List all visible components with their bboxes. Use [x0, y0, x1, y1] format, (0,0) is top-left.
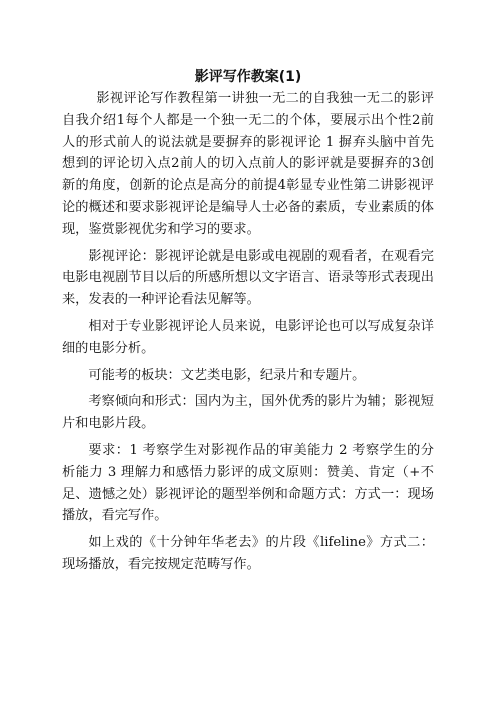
- document-body: [62, 88, 434, 581]
- paragraph-1: 影视评论写作教程第一讲独一无二的自我独一无二的影评自我介绍1每个人都是一个独一无二的个体，要展示出个性2前人的形式前人的说法就是要摒弃的影视评论 1 摒弃头脑中首先想到的评论切入点2前人的切入点前人的影评就是要摒弃的3创新的角度，创新的论点是高分的前提4彰显专业性第二讲影视评论的概述和要求影视评论是编导人士必备的素质，专业素质的体现，鉴赏影视优劣和学习的要求。: [62, 91, 434, 237]
- paragraph-3: 相对于专业影视评论人员来说，电影评论也可以写成复杂详细的电影分析。: [62, 318, 434, 356]
- paragraph-6: 要求：1 考察学生对影视作品的审美能力 2 考察学生的分析能力 3 理解力和感悟力影评的成文原则：赞美、肯定（+不足、遗憾之处）影视评论的题型举例和命题方式：方式一：现场播放，看完写作。: [62, 442, 434, 524]
- paragraph-2: 影视评论：影视评论就是电影或电视剧的观看者，在观看完电影电视剧节目以后的所感所想以文字语言、语录等形式表现出来，发表的一种评论看法见解等。: [62, 248, 434, 308]
- paragraph-7: 如上戏的《十分钟年华老去》的片段《lifeline》方式二：现场播放，看完按规定范畴写作。: [62, 535, 434, 572]
- paragraph-4: 可能考的板块：文艺类电影，纪录片和专题片。: [88, 367, 366, 383]
- paragraph-5: 考察倾向和形式：国内为主，国外优秀的影片为辅；影视短片和电影片段。: [62, 394, 434, 432]
- document-title: 影评写作教案(1): [194, 69, 302, 85]
